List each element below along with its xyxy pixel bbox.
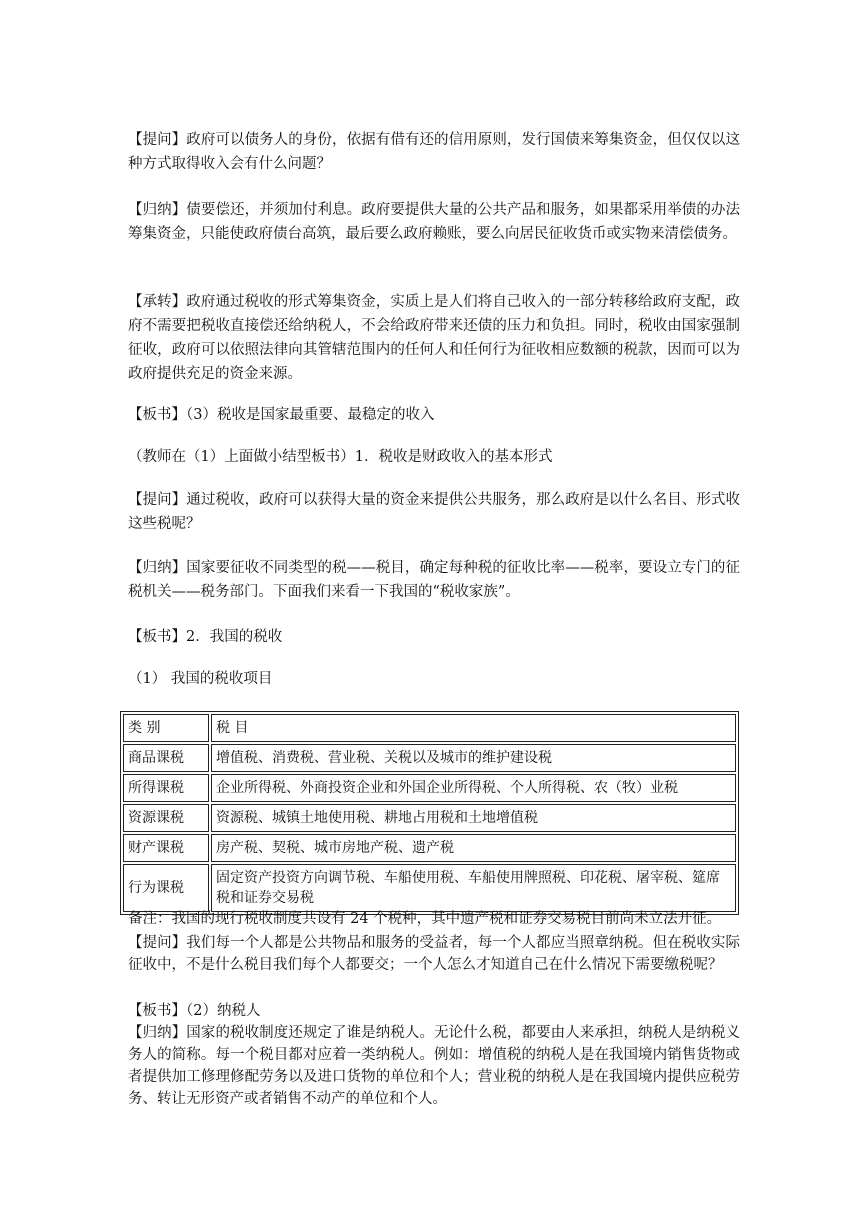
question-paragraph: 【提问】我们每一个人都是公共物品和服务的受益者，每一个人都应当照章纳税。但在税收实际征收中，不是什么税目我们每个人都要交；一个人怎么才知道自己在什么情况下需要缴税呢？ (128, 935, 740, 973)
tax-items-table (120, 711, 739, 915)
transition-paragraph: 【承转】政府通过税收的形式筹集资金，实质上是人们将自己收入的一部分转移给政府支配，政府不需要把税收直接偿还给纳税人，不会给政府带来还债的压力和负担。同时，税收由国家强制征收，政府可以依照法律向其管辖范围内的任何人和任何行为征收相应数额的税款，因而可以为政府提供充足的资金来源。 (128, 294, 740, 382)
items-cell: 房产税、契税、城市房地产税、遗产税 (211, 834, 736, 862)
summary-paragraph: 【归纳】国家要征收不同类型的税——税目，确定每种税的征收比率——税率，要设立专门的征税机关——税务部门。下面我们来看一下我国的“税收家族”。 (128, 560, 740, 600)
category-cell: 所得课税 (123, 774, 209, 802)
table-row (123, 804, 736, 832)
table-caption: （1） 我国的税收项目 (128, 671, 273, 687)
question-paragraph: 【提问】政府可以债务人的身份，依据有借有还的信用原则，发行国债来筹集资金，但仅仅以这种方式取得收入会有什么问题？ (128, 132, 740, 172)
summary-paragraph: 【归纳】国家的税收制度还规定了谁是纳税人。无论什么税，都要由人来承担，纳税人是纳税义务人的简称。每一个税目都对应着一类纳税人。例如：增值税的纳税人是在我国境内销售货物或者提供加工修理修配劳务以及进口货物的单位和个人；营业税的纳税人是在我国境内提供应税劳务、转让无形资产或者销售不动产的单位和个人。 (128, 1025, 740, 1107)
table-row (123, 744, 736, 772)
items-cell: 固定资产投资方向调节税、车船使用税、车船使用牌照税、印花税、屠宰税、筵席税和证券交易税 (211, 864, 736, 912)
category-cell: 资源课税 (123, 804, 209, 832)
footnote-paragraph: 备注：我国的现行税收制度共设有 24 个税种，其中遗产税和证券交易税目前尚未立法开征。 (128, 911, 722, 927)
board-note-paragraph: 【板书】（3）税收是国家最重要、最稳定的收入 (128, 407, 435, 423)
category-cell: 行为课税 (123, 864, 209, 912)
header-category: 类 别 (123, 714, 209, 742)
board-note-paragraph: 【板书】2．我国的税收 (128, 629, 283, 645)
header-items: 税 目 (211, 714, 736, 742)
table-header-row (123, 714, 736, 742)
teacher-note-paragraph: （教师在（1）上面做小结型板书）1．税收是财政收入的基本形式 (128, 449, 553, 465)
category-cell: 财产课税 (123, 834, 209, 862)
question-paragraph: 【提问】通过税收，政府可以获得大量的资金来提供公共服务，那么政府是以什么名目、形式收这些税呢？ (128, 492, 740, 532)
board-note-paragraph: 【板书】（2）纳税人 (128, 1003, 261, 1019)
items-cell: 增值税、消费税、营业税、关税以及城市的维护建设税 (211, 744, 736, 772)
table-row (123, 774, 736, 802)
items-cell: 资源税、城镇土地使用税、耕地占用税和土地增值税 (211, 804, 736, 832)
table-row (123, 834, 736, 862)
items-cell: 企业所得税、外商投资企业和外国企业所得税、个人所得税、农（牧）业税 (211, 774, 736, 802)
category-cell: 商品课税 (123, 744, 209, 772)
table-row (123, 864, 736, 912)
summary-paragraph: 【归纳】债要偿还，并须加付利息。政府要提供大量的公共产品和服务，如果都采用举债的办法筹集资金，只能使政府债台高筑，最后要么政府赖账，要么向居民征收货币或实物来清偿债务。 (128, 202, 740, 242)
